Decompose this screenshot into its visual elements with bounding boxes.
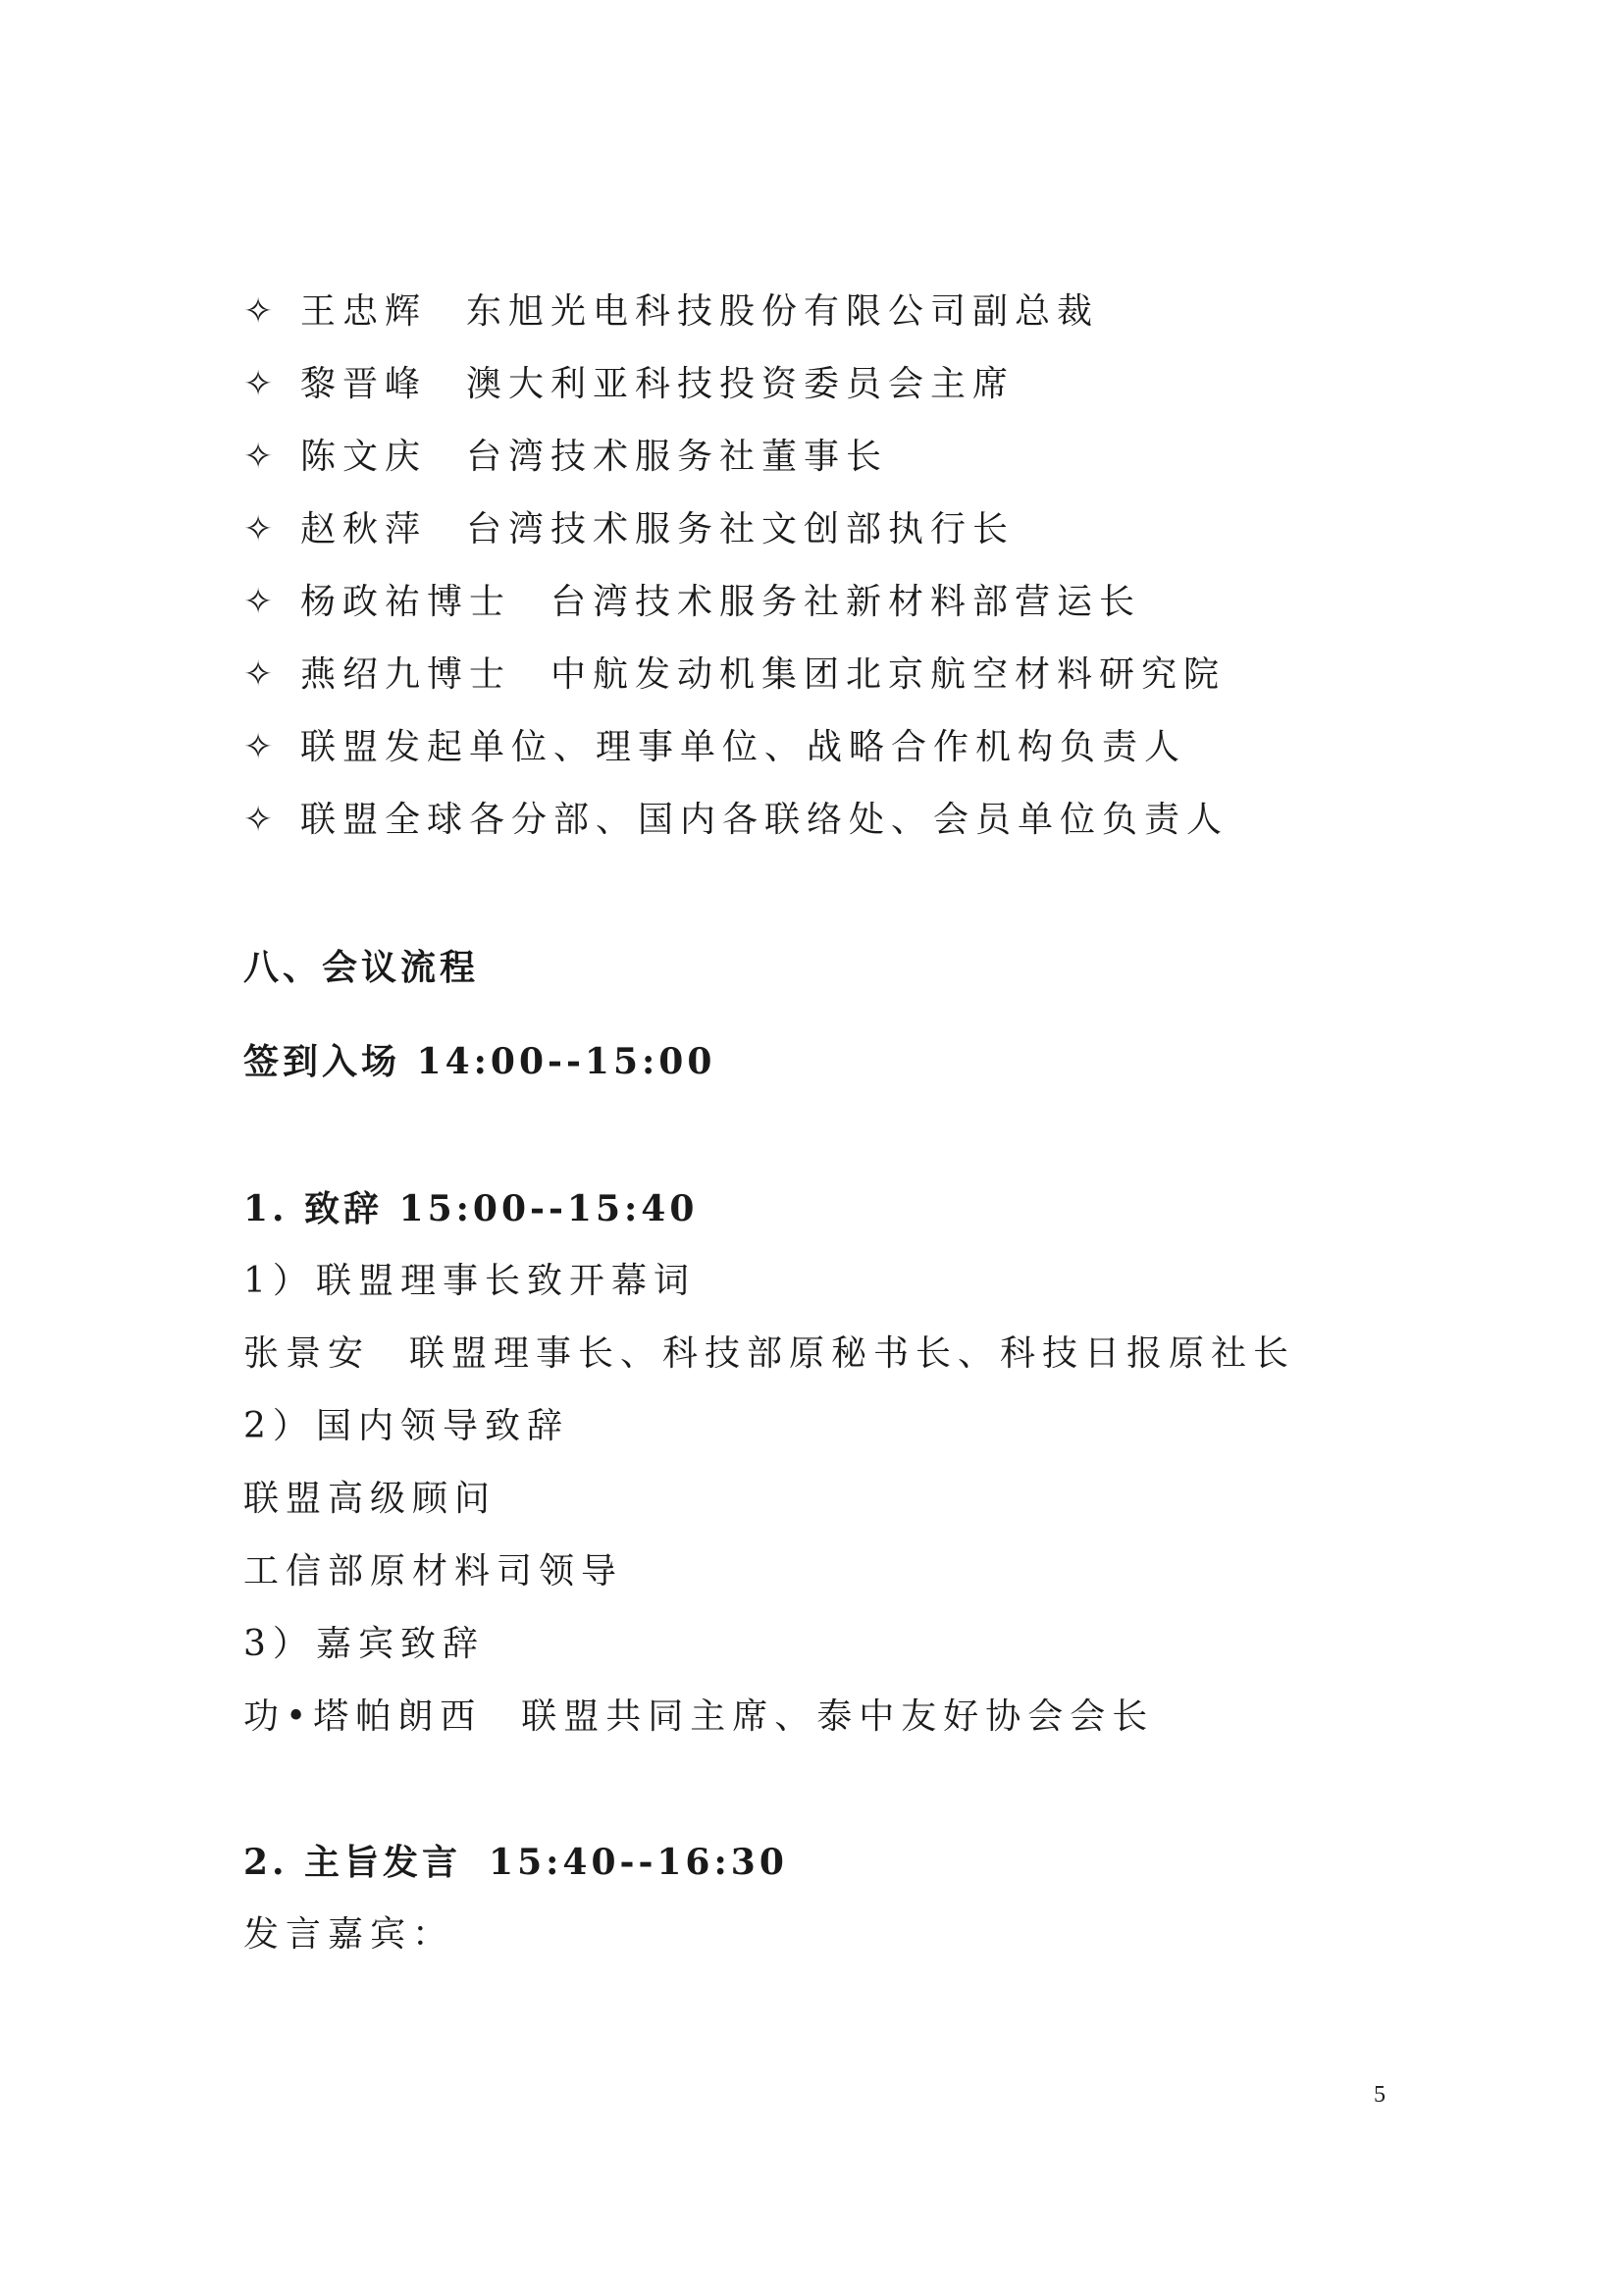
person-name: 功•塔帕朗西 (243, 1696, 483, 1737)
part1-item1-person (243, 1332, 1295, 1376)
guest-name: 杨政祐博士 (300, 582, 512, 622)
guest-line-8 (243, 799, 1229, 842)
item-number: 2） (243, 1406, 315, 1446)
bullet-icon: ✧ (243, 654, 274, 695)
person-name: 张景安 (243, 1333, 371, 1374)
guest-name: 王忠辉 (300, 291, 428, 332)
item-label: 国内领导致辞 (316, 1406, 570, 1446)
guest-line-6 (243, 653, 1226, 697)
part1-item2 (243, 1405, 569, 1448)
person-title: 联盟共同主席、泰中友好协会会长 (521, 1696, 1155, 1737)
guest-title: 澳大利亚科技投资委员会主席 (466, 364, 1016, 404)
guest-line-5 (243, 581, 1141, 624)
guest-title: 台湾技术服务社董事长 (466, 437, 889, 477)
bullet-icon: ✧ (243, 582, 274, 622)
item-label: 联盟理事长致开幕词 (316, 1261, 697, 1301)
part1-item1 (243, 1260, 696, 1303)
guest-title: 中航发动机集团北京航空材料研究院 (550, 654, 1227, 695)
part2-number: 2. (243, 1842, 288, 1883)
guest-text: 联盟全球各分部、国内各联络处、会员单位负责人 (300, 800, 1230, 840)
part2-heading (243, 1841, 788, 1884)
bullet-icon: ✧ (243, 437, 274, 477)
guest-name: 赵秋萍 (300, 509, 428, 549)
guest-name: 燕绍九博士 (300, 654, 512, 695)
bullet-icon: ✧ (243, 800, 274, 840)
bullet-icon: ✧ (243, 291, 274, 332)
item-number: 1） (243, 1261, 315, 1301)
part2-time: 15:40--16:30 (489, 1842, 788, 1883)
part1-item2-line1: 联盟高级顾问 (243, 1479, 497, 1519)
guest-text: 联盟发起单位、理事单位、战略合作机构负责人 (300, 727, 1187, 767)
page-number: 5 (1374, 2082, 1386, 2108)
part1-title: 致辞 15:00--15:40 (304, 1188, 699, 1229)
guest-name: 黎晋峰 (300, 364, 428, 404)
item-number: 3） (243, 1624, 315, 1664)
section-heading: 八、会议流程 (243, 947, 480, 988)
guest-name: 陈文庆 (300, 437, 428, 477)
checkin-line: 签到入场 14:00--15:00 (243, 1041, 716, 1082)
part1-item3 (243, 1623, 485, 1666)
part2-title: 主旨发言 (304, 1842, 462, 1883)
part1-item2-line2: 工信部原材料司领导 (243, 1551, 624, 1592)
guest-line-7 (243, 726, 1186, 769)
speakers-label: 发言嘉宾： (243, 1914, 455, 1955)
guest-line-1 (243, 290, 1099, 334)
item-label: 嘉宾致辞 (316, 1624, 486, 1664)
part1-item3-person (243, 1696, 1154, 1739)
guest-title: 台湾技术服务社新材料部营运长 (550, 582, 1142, 622)
part1-number: 1. (243, 1188, 288, 1229)
bullet-icon: ✧ (243, 364, 274, 404)
part1-heading (243, 1187, 698, 1230)
guest-title: 台湾技术服务社文创部执行长 (466, 509, 1016, 549)
guest-title: 东旭光电科技股份有限公司副总裁 (466, 291, 1100, 332)
guest-line-2 (243, 363, 1015, 406)
bullet-icon: ✧ (243, 727, 274, 767)
guest-line-3 (243, 436, 888, 479)
bullet-icon: ✧ (243, 509, 274, 549)
guest-line-4 (243, 508, 1015, 551)
person-title: 联盟理事长、科技部原秘书长、科技日报原社长 (409, 1333, 1296, 1374)
